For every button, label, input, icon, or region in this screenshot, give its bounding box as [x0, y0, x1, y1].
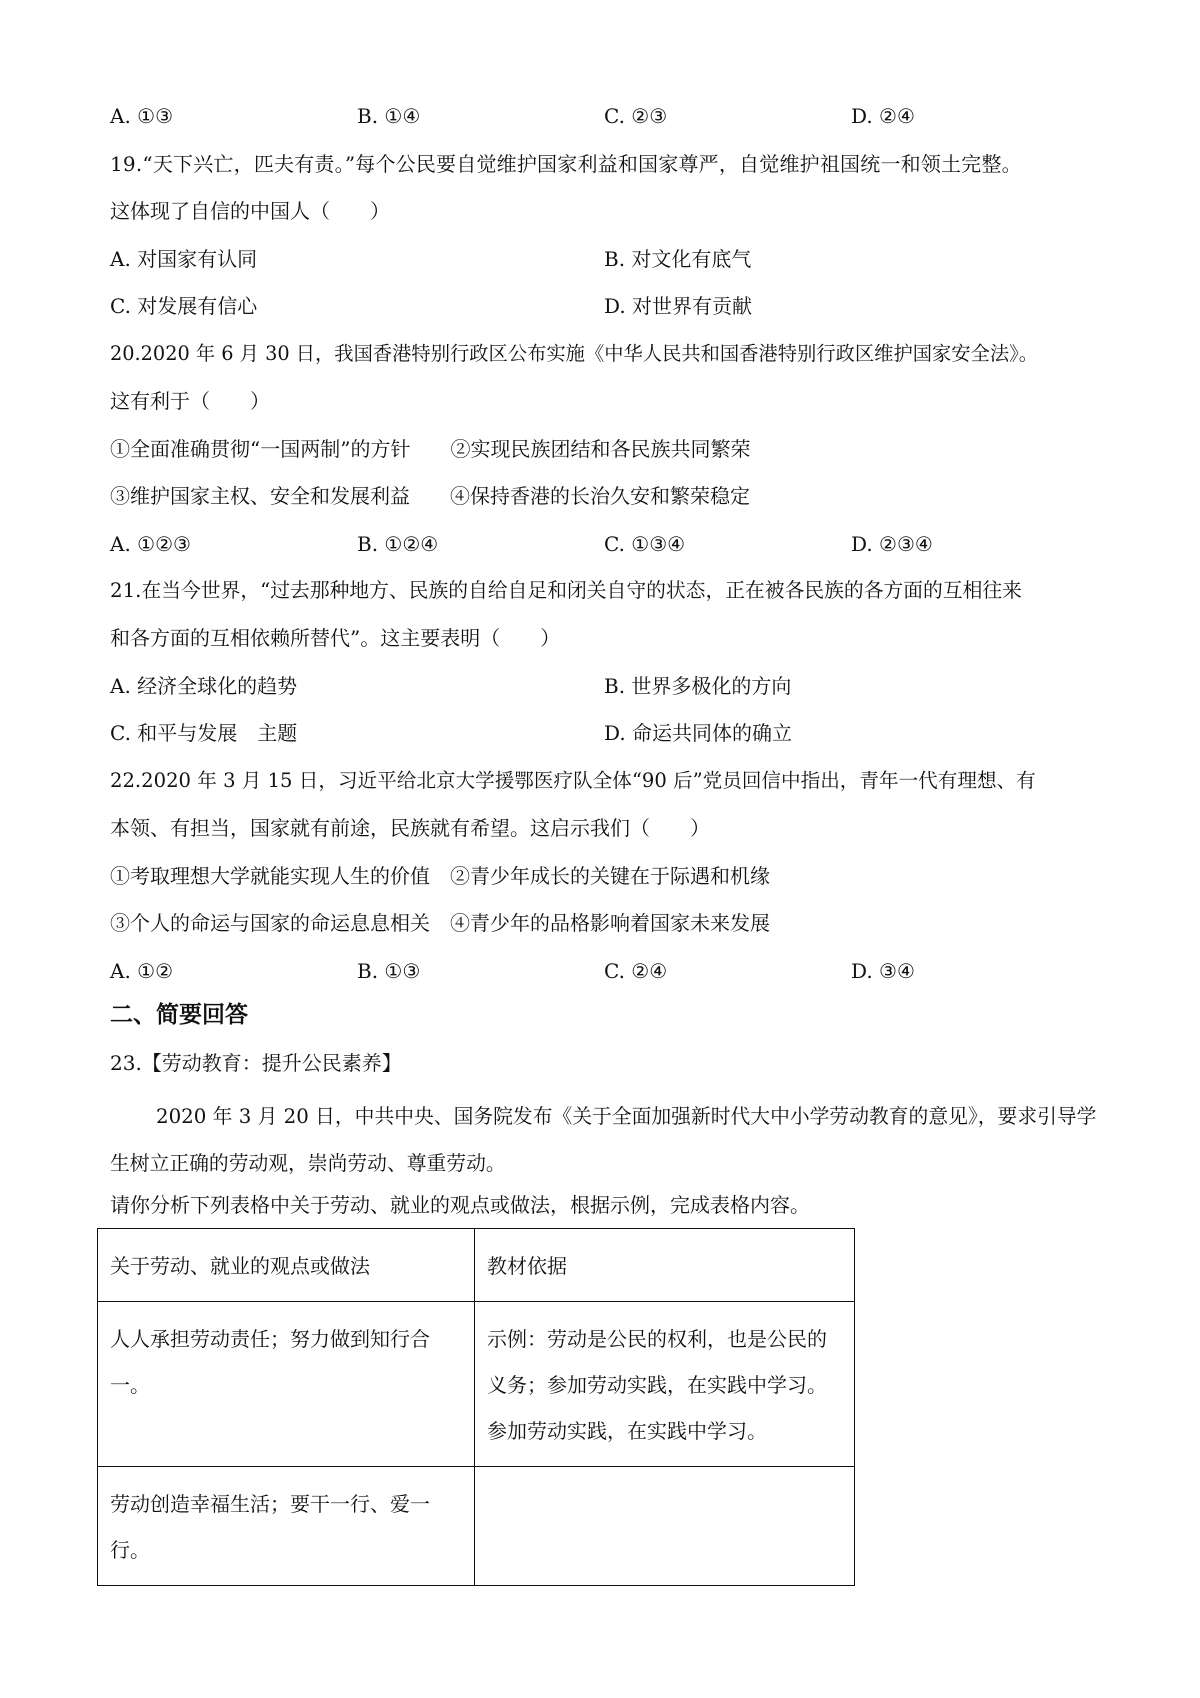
q18-option-c: C. ②③	[604, 104, 668, 128]
q23-title: 23.【劳动教育：提升公民素养】	[110, 1051, 402, 1075]
q18-option-a: A. ①③	[110, 104, 174, 128]
q21-stem-line2: 和各方面的互相依赖所替代”。这主要表明（ ）	[110, 626, 561, 650]
answer-cell[interactable]	[475, 1467, 855, 1586]
q19-option-a: A. 对国家有认同	[110, 247, 258, 271]
q22-option-c: C. ②④	[604, 959, 668, 983]
q22-option-b: B. ①③	[357, 959, 421, 983]
q19-stem-line2: 这体现了自信的中国人（ ）	[110, 199, 390, 223]
header-viewpoint: 关于劳动、就业的观点或做法	[110, 1254, 370, 1278]
q21-stem-line1: 21.在当今世界，“过去那种地方、民族的自给自足和闭关自守的状态，正在被各民族的各方面的互相往来	[110, 579, 1022, 602]
q23-table	[97, 1228, 855, 1586]
q21-option-a: A. 经济全球化的趋势	[110, 674, 298, 698]
table-row	[98, 1467, 855, 1586]
q23-instruction: 请你分析下列表格中关于劳动、就业的观点或做法，根据示例，完成表格内容。	[110, 1193, 810, 1217]
q22-statement-1-2: ①考取理想大学就能实现人生的价值 ②青少年成长的关键在于际遇和机缘	[110, 864, 770, 888]
row2-viewpoint: 劳动创造幸福生活；要干一行、爱一行。	[110, 1492, 430, 1562]
q20-statement-3-4: ③维护国家主权、安全和发展利益 ④保持香港的长治久安和繁荣稳定	[110, 484, 750, 508]
q20-statement-1-2: ①全面准确贯彻“一国两制”的方针 ②实现民族团结和各民族共同繁荣	[110, 437, 751, 461]
q22-stem-line2: 本领、有担当，国家就有前途，民族就有希望。这启示我们（ ）	[110, 816, 710, 840]
row1-viewpoint: 人人承担劳动责任；努力做到知行合一。	[110, 1327, 430, 1397]
row1-basis: 示例：劳动是公民的权利，也是公民的义务；参加劳动实践，在实践中学习。参加劳动实践，在实践中学习。	[487, 1327, 827, 1443]
q20-option-a: A. ①②③	[110, 532, 191, 556]
q18-option-d: D. ②④	[851, 104, 915, 128]
table-cell	[475, 1302, 855, 1467]
q20-option-c: C. ①③④	[604, 532, 686, 556]
section-heading: 二、简要回答	[110, 1002, 248, 1028]
table-header-row	[98, 1229, 855, 1302]
q19-option-b: B. 对文化有底气	[604, 247, 752, 271]
q19-option-d: D. 对世界有贡献	[604, 294, 753, 318]
table-header-cell	[98, 1229, 475, 1302]
q22-option-a: A. ①②	[110, 959, 174, 983]
table-header-cell	[475, 1229, 855, 1302]
q19-stem-line1: 19.“天下兴亡，匹夫有责。”每个公民要自觉维护国家利益和国家尊严，自觉维护祖国统一和领土完整。	[110, 152, 1022, 176]
q20-option-b: B. ①②④	[357, 532, 439, 556]
table-cell	[98, 1302, 475, 1467]
header-textbook-basis: 教材依据	[487, 1254, 567, 1278]
q18-option-b: B. ①④	[357, 104, 421, 128]
q20-stem-line1: 20.2020 年 6 月 30 日，我国香港特别行政区公布实施《中华人民共和国香港特别行政区维护国家安全法》。	[110, 342, 1039, 365]
q19-option-c: C. 对发展有信心	[110, 294, 258, 318]
q22-statement-3-4: ③个人的命运与国家的命运息息相关 ④青少年的品格影响着国家未来发展	[110, 911, 770, 935]
q22-stem-line1: 22.2020 年 3 月 15 日，习近平给北京大学援鄂医疗队全体“90 后”党员回信中指出，青年一代有理想、有	[110, 769, 1036, 792]
q21-option-c: C. 和平与发展 主题	[110, 721, 298, 745]
q21-option-d: D. 命运共同体的确立	[604, 721, 793, 745]
table-row	[98, 1302, 855, 1467]
q23-intro-paragraph: 2020 年 3 月 20 日，中共中央、国务院发布《关于全面加强新时代大中小学劳动教育的意见》，要求引导学生树立正确的劳动观，崇尚劳动、尊重劳动。	[110, 1105, 1097, 1175]
q20-option-d: D. ②③④	[851, 532, 933, 556]
q21-option-b: B. 世界多极化的方向	[604, 674, 792, 698]
table-cell	[98, 1467, 475, 1586]
q20-stem-line2: 这有利于（ ）	[110, 389, 270, 413]
q22-option-d: D. ③④	[851, 959, 915, 983]
